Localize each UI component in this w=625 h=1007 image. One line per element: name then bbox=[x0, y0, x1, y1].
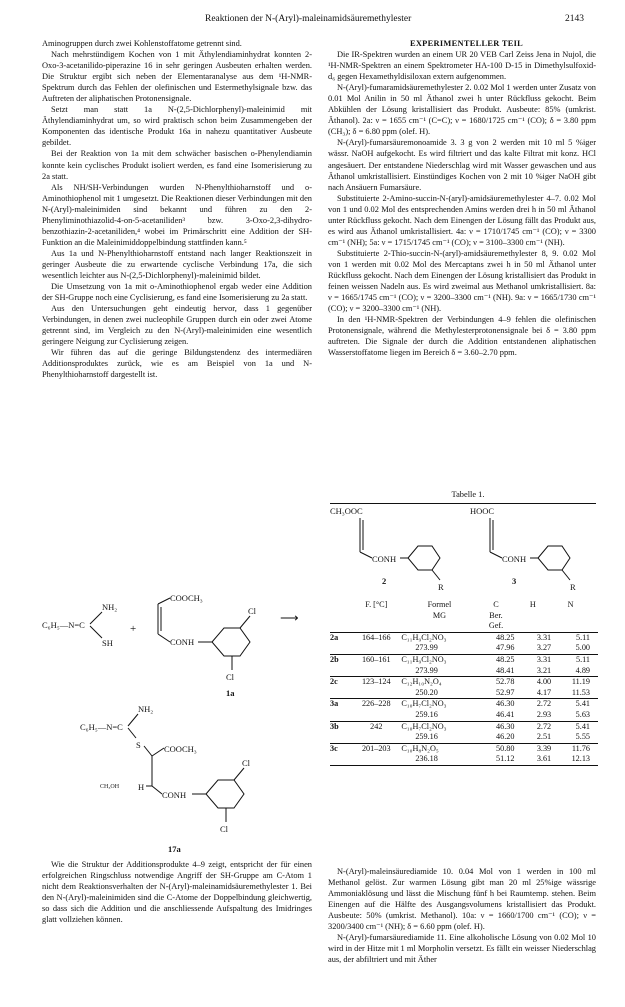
table-row bbox=[330, 643, 598, 654]
scheme-r1-sh: SH bbox=[102, 638, 113, 648]
calc-c: 50.80 bbox=[478, 743, 515, 754]
molecular-formula: C₁₂H₁₀N₂O₄ bbox=[401, 677, 477, 688]
right-column-bottom-text bbox=[328, 866, 596, 1001]
bond bbox=[158, 598, 170, 604]
paragraph: Aminogruppen durch zwei Kohlenstoffatome getrennt sind. bbox=[42, 39, 242, 48]
formula-right-acid: HOOC bbox=[470, 506, 495, 516]
paragraph: Bei der Reaktion von 1a mit dem schwächer basischen o-Phenylendiamin konnte kein cyclisches Produkt isoliert werden, es fand eine Isomerisierung zu 2a statt. bbox=[42, 149, 312, 181]
found-c: 51.12 bbox=[496, 754, 515, 764]
molecular-formula: C₁₀H₈N₂O₅ bbox=[401, 743, 477, 754]
scheme-plus: + bbox=[130, 623, 137, 635]
benzene-ring bbox=[408, 546, 440, 570]
paragraph: Nach mehrstündigem Kochen von 1 mit Äthylendiaminhydrat konnten 2-Oxo-3-acetanilido-piperazine 16 in sehr geringen Ausbeuten erhalten werden. Die Struktur ergibt sich neben der Elementaranalyse aus dem ¹H-NMR-Spektrum durch das Fehlen der olefinischen und Estermethylsignale bzw. das Auftreten der aliphatischen Protonensignale. bbox=[42, 50, 312, 104]
molecular-weight: 259.16 bbox=[415, 732, 438, 742]
paragraph: N-(Aryl)-fumarsäurediamide 11. Eine alkoholische Lösung von 0.02 Mol 10 wird in der Hitze mit 1 ml Morpholin versetzt. Es fällt ein weisser Niederschlag aus, der abfiltriert und mit Äther bbox=[328, 933, 596, 965]
header-gef: Gef. bbox=[488, 621, 504, 631]
found-h: 2.51 bbox=[536, 732, 552, 742]
calc-h: 2.72 bbox=[514, 699, 551, 710]
bond bbox=[152, 786, 162, 794]
empty-cell bbox=[351, 688, 401, 699]
found-n: 4.89 bbox=[575, 665, 590, 675]
melting-point: 160–161 bbox=[351, 654, 401, 665]
bond bbox=[562, 570, 570, 580]
molecular-weight: 273.99 bbox=[415, 643, 438, 653]
scheme-arrow: ⟶ bbox=[280, 610, 299, 625]
molecular-weight: 250.20 bbox=[415, 687, 438, 697]
bond bbox=[144, 746, 152, 756]
empty-cell bbox=[330, 710, 351, 721]
header-n: N bbox=[567, 600, 574, 609]
header-c: C bbox=[493, 600, 499, 609]
formula-right-conh: CONH bbox=[502, 554, 527, 564]
formula-left-r: R bbox=[438, 582, 444, 592]
empty-cell bbox=[351, 666, 401, 677]
calc-h: 3.31 bbox=[514, 654, 551, 665]
paragraph: Wie die Struktur der Additionsprodukte 4–9 zeigt, entspricht der für einen erfolgreichen Ringschluss notwendige Angriff der SH-Gruppe am C-Atom 1 nicht dem Reaktionsverhalten der N-(Aryl)-maleinamidsäuremethylester 1. Bei den N-(Aryl)-maleinimiden sind die C-Atome der Doppelbindung gleichwertig, so dass sich die Addition und die anschliessende Aufspaltung des Imidringes glatt vollziehen können. bbox=[42, 860, 312, 925]
scheme-p-conh: CONH bbox=[162, 790, 187, 800]
empty-cell bbox=[330, 754, 351, 765]
paragraph: N-(Aryl)-maleinsäurediamide 10. 0.04 Mol von 1 werden in 100 ml Methanol gelöst. Zur warmen Lösung gibt man 20 ml 25%ige wässrige Ammoniaklösung und lässt die Mischung fünf h bei Raumtemp. stehen. Beim Einengen auf die Hälfte des Ausgangsvolumens kristallisiert das Produkt. Ausbeute: 50% (umkrist. Methanol). 10a: ν = 1660/1700 cm⁻¹ (CO); ν = 3200/3400 cm⁻¹ (NH); δ = 6.60 ppm (olef. H). bbox=[328, 867, 596, 932]
melting-point: 242 bbox=[351, 721, 401, 732]
left-column-bottom-text bbox=[42, 859, 312, 999]
molecular-weight: 236.18 bbox=[415, 754, 438, 764]
melting-point: 164–166 bbox=[351, 632, 401, 643]
bond bbox=[90, 626, 102, 638]
found-h: 4.17 bbox=[536, 687, 552, 697]
calc-n: 5.11 bbox=[551, 632, 598, 643]
section-heading: EXPERIMENTELLER TEIL bbox=[409, 39, 524, 48]
compound-id: 3a bbox=[330, 699, 351, 710]
found-h: 2.93 bbox=[536, 709, 552, 719]
table-body bbox=[330, 632, 598, 767]
benzene-ring bbox=[538, 546, 570, 570]
formula-label-2: 2 bbox=[382, 576, 387, 586]
scheme-p-cl-top: Cl bbox=[242, 758, 251, 768]
calc-h: 3.31 bbox=[514, 632, 551, 643]
found-c: 47.96 bbox=[496, 643, 515, 653]
experimental-section bbox=[328, 38, 596, 486]
table-row bbox=[330, 654, 598, 665]
calc-h: 3.39 bbox=[514, 743, 551, 754]
left-column-text bbox=[42, 38, 312, 586]
compound-id: 2a bbox=[330, 632, 351, 643]
empty-cell bbox=[351, 643, 401, 654]
found-c: 52.97 bbox=[496, 687, 515, 697]
found-n: 5.00 bbox=[575, 643, 590, 653]
bond bbox=[490, 552, 502, 558]
molecular-weight: 259.16 bbox=[415, 709, 438, 719]
calc-c: 46.30 bbox=[478, 699, 515, 710]
bond bbox=[158, 634, 170, 642]
molecular-formula: C₁₁H₉Cl₂NO₃ bbox=[401, 654, 477, 665]
bond bbox=[152, 748, 164, 756]
molecular-formula: C₁₀H₇Cl₂NO₃ bbox=[401, 721, 477, 732]
melting-point: 201–203 bbox=[351, 743, 401, 754]
bond bbox=[234, 768, 244, 780]
found-n: 5.55 bbox=[575, 732, 590, 742]
table-row bbox=[330, 721, 598, 732]
calc-c: 46.30 bbox=[478, 721, 515, 732]
calc-n: 5.11 bbox=[551, 654, 598, 665]
formula-label-3: 3 bbox=[512, 576, 517, 586]
scheme-p-left: C₆H₅—N=C bbox=[80, 722, 123, 732]
paragraph: Substituierte 2-Thio-succin-N-(aryl)-amidsäuremethylester 8, 9. 0.02 Mol von 1 werden mit 0.02 Mol des Mercaptans zwei h in 50 ml Äthanol unter Rückfluss gekocht. Nach dem Einengen der Lösung kristallisiert das Produkt in feinen weissen Nadeln aus. Es wird zweimal aus Methanol umkristallisiert. 8a: ν = 1665/1745 cm⁻¹ (CO); ν = 3200–3300 cm⁻¹ (NH). 9a: ν = 1665/1730 cm⁻¹ (CO); ν = 3200–3300 cm⁻¹ (NH). bbox=[328, 248, 596, 314]
found-h: 3.21 bbox=[536, 665, 552, 675]
compound-id: 3b bbox=[330, 721, 351, 732]
data-table bbox=[330, 600, 598, 767]
calc-n: 11.19 bbox=[551, 677, 598, 688]
table-row bbox=[330, 699, 598, 710]
paragraph: Aus den Untersuchungen geht eindeutig hervor, dass 1 gegenüber Verbindungen, in denen zwei nucleophile Gruppen durch ein oder zwei Atome getrennt sind, im Vergleich zu den N-(Aryl)-maleinimiden eine wesentlich geringere Neigung zur Cyclisierung zeigen. bbox=[42, 304, 312, 347]
found-c: 48.41 bbox=[496, 665, 515, 675]
header-h: H bbox=[529, 600, 536, 609]
scheme-p-nh2: NH₂ bbox=[138, 704, 154, 714]
page-number: 2143 bbox=[565, 14, 584, 24]
scheme-r2-cl-bottom: Cl bbox=[226, 672, 235, 682]
table-row bbox=[330, 632, 598, 643]
bond bbox=[128, 714, 138, 726]
scheme-r2-cooch3: COOCH₃ bbox=[170, 593, 203, 603]
bond bbox=[240, 616, 250, 628]
table-structures bbox=[330, 500, 600, 595]
compound-id: 2b bbox=[330, 654, 351, 665]
molecular-weight: 273.99 bbox=[415, 665, 438, 675]
paragraph: Die IR-Spektren wurden an einem UR 20 VEB Carl Zeiss Jena in Nujol, die ¹H-NMR-Spektren an einem Spektrometer HA-100 D-15 in Dimethylsulfoxid-d₆ gegen Hexamethyldisiloxan extern aufgenommen. bbox=[328, 50, 596, 82]
table-row bbox=[330, 743, 598, 754]
compound-id: 3c bbox=[330, 743, 351, 754]
calc-n: 11.76 bbox=[551, 743, 598, 754]
table-row bbox=[330, 710, 598, 721]
running-head-title: Reaktionen der N-(Aryl)-maleinamidsäuremethylester bbox=[205, 14, 412, 24]
calc-c: 52.78 bbox=[478, 677, 515, 688]
formula-right-r: R bbox=[570, 582, 576, 592]
paragraph: N-(Aryl)-fumarsäuremonoamide 3. 3 g von 2 werden mit 10 ml 5 %iger wässr. NaOH aufgekocht. Es wird filtriert und das kalte Filtrat mit konz. HCl angesäuert. Der entstandene Niederschlag wird mit Wasser gewaschen und aus Äthanol umkristallisiert. Einstündiges Kochen von 2 mit 10 %iger NaOH gibt nach Ansäuern Fumarsäure. bbox=[328, 138, 596, 192]
empty-cell bbox=[351, 754, 401, 765]
found-n: 5.63 bbox=[575, 709, 590, 719]
compound-id: 2c bbox=[330, 677, 351, 688]
found-n: 11.53 bbox=[571, 687, 590, 697]
formula-left-conh: CONH bbox=[372, 554, 397, 564]
scheme-r1-left: C₆H₅—N=C bbox=[42, 620, 85, 630]
table-row bbox=[330, 666, 598, 677]
melting-point: 226–228 bbox=[351, 699, 401, 710]
header-ber: Ber. bbox=[489, 610, 503, 620]
scheme-p-cl-bottom: Cl bbox=[220, 824, 229, 834]
paragraph: In den ¹H-NMR-Spektren der Verbindungen 4–9 fehlen die olefinischen Protonensignale, während die Methylesterprotonensignale bei δ = 3.80 ppm auftreten. Die Signale der durch die Addition entstandenen aliphatischen Wasserstoffatome liegen im Bereich δ = 3.60–2.70 ppm. bbox=[328, 315, 596, 358]
header-mg: MG bbox=[432, 610, 447, 620]
empty-cell bbox=[330, 643, 351, 654]
formula-left-ester: CH₃OOC bbox=[330, 506, 363, 516]
header-formel: Formel bbox=[427, 600, 452, 609]
table-row bbox=[330, 677, 598, 688]
scheme-label-1a: 1a bbox=[226, 688, 235, 698]
paragraph: Setzt man statt 1a N-(2,5-Dichlorphenyl)-maleinimid mit Äthylendiaminhydrat um, so wird praktisch schon beim Zusammengeben der Komponenten das identische Produkt 16a in nahezu quantitativer Ausbeute gebildet. bbox=[42, 105, 312, 148]
calc-h: 2.72 bbox=[514, 721, 551, 732]
paragraph: Die Umsetzung von 1a mit o-Aminothiophenol ergab weder eine Addition der SH-Gruppe noch eine Cyclisierung, es fand eine Isomerisierung zu 2a statt. bbox=[42, 282, 312, 303]
empty-cell bbox=[330, 732, 351, 743]
paragraph: Wir führen das auf die geringe Bildungstendenz des intermediären Additionsproduktes zurück, wie es am Beispiel von 1a und N-Phenylthioharnstoff dargestellt ist. bbox=[42, 348, 312, 380]
calc-h: 4.00 bbox=[514, 677, 551, 688]
table-title: Tabelle 1. bbox=[451, 490, 485, 499]
calc-c: 48.25 bbox=[478, 632, 515, 643]
bond bbox=[90, 612, 102, 624]
scheme-p-s: S bbox=[136, 740, 141, 750]
scheme-p-cooch3: COOCH₃ bbox=[164, 744, 197, 754]
molecular-formula: C₁₀H₇Cl₂NO₃ bbox=[401, 699, 477, 710]
paragraph: Aus 1a und N-Phenylthioharnstoff entstand nach langer Reaktionszeit in geringer Ausbeute die zu erwartende cyclische Verbindung 17a, die sich wesentlich leichter aus N-(2,5-Dichlorphenyl)-maleinimid bildet. bbox=[42, 248, 312, 280]
empty-cell bbox=[330, 688, 351, 699]
paragraph: N-(Aryl)-fumaramidsäuremethylester 2. 0.02 Mol 1 werden unter Zusatz von 0.01 Mol Anilin in 50 ml Äthanol zwei h unter Rückfluss gekocht. Beim Abkühlen der Lösung kristallisiert das Produkt. Ausbeute: 85% (umkrist. Äthanol). 2a: ν = 1655 cm⁻¹ (C=C); ν = 1680/1725 cm⁻¹ (CO); δ = 3.80 ppm (CH₃); δ = 6.80 ppm (olef. H). bbox=[328, 83, 596, 137]
found-c: 46.20 bbox=[496, 732, 515, 742]
melting-point: 123–124 bbox=[351, 677, 401, 688]
found-n: 12.13 bbox=[571, 754, 590, 764]
scheme-r2-conh: CONH bbox=[170, 637, 195, 647]
table-row bbox=[330, 754, 598, 765]
bond bbox=[128, 728, 136, 738]
molecular-formula: C₁₁H₉Cl₂NO₃ bbox=[401, 632, 477, 643]
paragraph: Als NH/SH-Verbindungen wurden N-Phenylthioharnstoff und o-Aminothiophenol mit 1 umgesetzt. Die Reaktionen dieser Verbindungen mit den N-(Aryl)-maleinimiden sind bekannt und führen zu den 2-Phenyliminothiazolid-4-on-5-acetaniliden³ bzw. 3-Oxo-2,3-dihydro-benzothiazin-2-acetaniliden,⁴ wobei im Primärschritt eine Addition der SH-Funktion an die Maleinimiddoppelbindung stattfinden kann.⁵ bbox=[42, 182, 312, 247]
scheme-p-h: H bbox=[138, 782, 145, 792]
table-row bbox=[330, 688, 598, 699]
scheme-label-17a: 17a bbox=[168, 844, 181, 854]
bond bbox=[432, 570, 440, 580]
table-bottom-rule bbox=[330, 765, 598, 767]
reaction-scheme bbox=[40, 590, 320, 860]
empty-cell bbox=[351, 710, 401, 721]
benzene-ring bbox=[212, 628, 250, 656]
paragraph: Substituierte 2-Amino-succin-N-(aryl)-amidsäuremethylester 4–7. 0.02 Mol von 1 und 0.02 Mol des entsprechenden Amins werden drei h in 50 ml Äthanol unter Rückfluss gekocht. Nach dem Einengen der Lösung fällt das Produkt aus, es wird aus Äthanol umkristallisiert. 4a: ν = 1710/1745 cm⁻¹ (CO); ν = 3300 cm⁻¹ (NH); 5a: ν = 1715/1745 cm⁻¹ (CO); ν = 3100–3300 cm⁻¹ (NH). bbox=[328, 193, 596, 247]
calc-c: 48.25 bbox=[478, 654, 515, 665]
table-row bbox=[330, 732, 598, 743]
found-h: 3.27 bbox=[536, 643, 552, 653]
found-h: 3.61 bbox=[536, 754, 552, 764]
empty-cell bbox=[330, 666, 351, 677]
found-c: 46.41 bbox=[496, 709, 515, 719]
calc-n: 5.41 bbox=[551, 699, 598, 710]
scheme-r1-nh2: NH₂ bbox=[102, 602, 118, 612]
bond bbox=[360, 552, 372, 558]
benzene-ring bbox=[206, 780, 244, 808]
scheme-r2-cl-top: Cl bbox=[248, 606, 257, 616]
empty-cell bbox=[351, 732, 401, 743]
calc-n: 5.41 bbox=[551, 721, 598, 732]
header-fp: F. [°C] bbox=[365, 600, 388, 609]
scheme-p-ch3oh: CH₃OH bbox=[100, 784, 120, 790]
